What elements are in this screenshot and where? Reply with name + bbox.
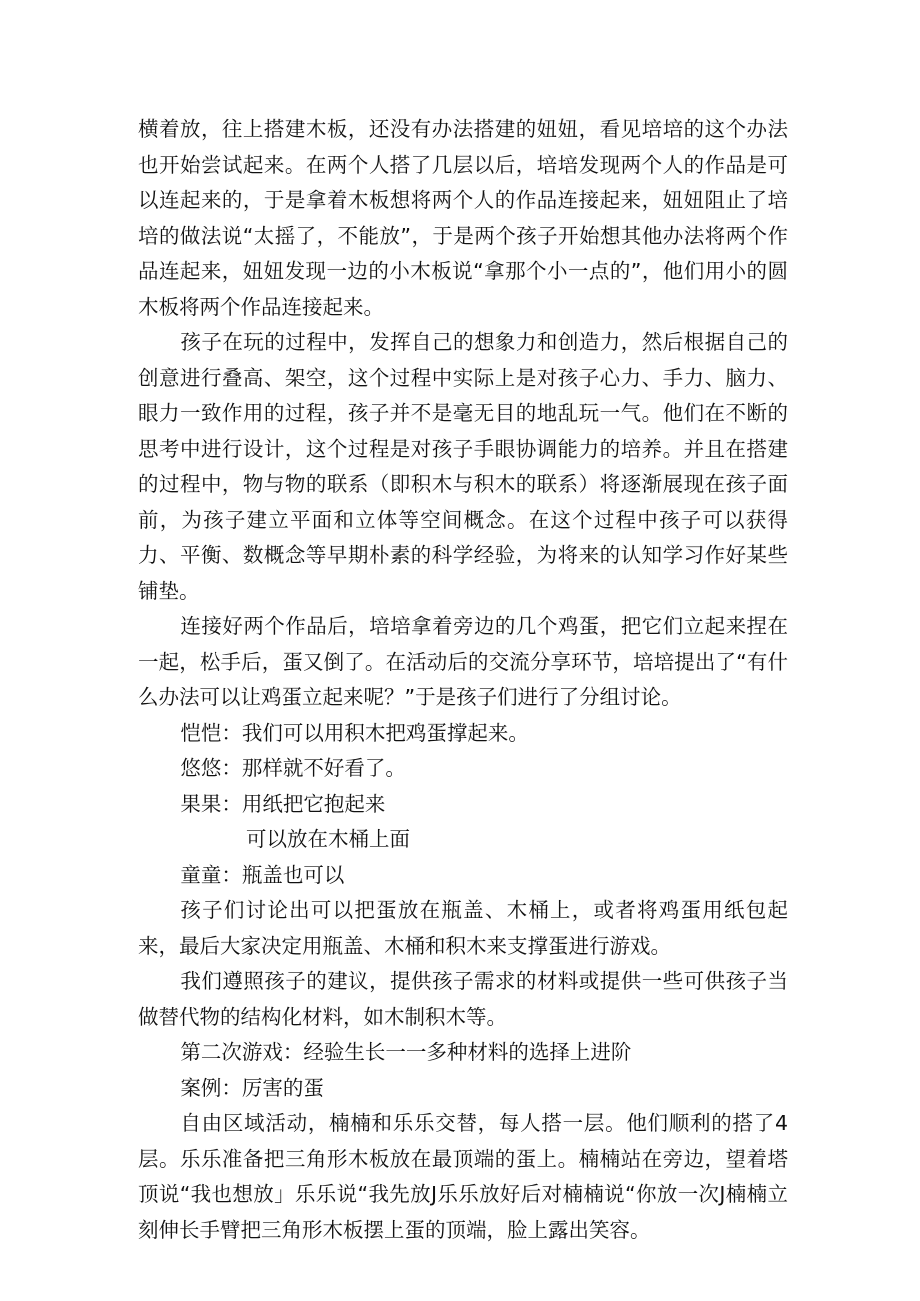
dialogue-youyou: 悠悠：那样就不好看了。 [180,756,406,780]
section-heading-second-game: 第二次游戏：经验生长一一多种材料的选择上进阶 [180,1040,632,1064]
paragraph-3: 连接好两个作品后，培培拿着旁边的几个鸡蛋，把它们立起来捏在一起，松手后，蛋又倒了。在活动后的交流分享环节，培培提出了“有什么办法可以让鸡蛋立起来呢？”于是孩子们进行了分组讨论。 [138,614,788,709]
dialogue-guoguo: 果果：用纸把它抱起来 [180,791,386,816]
paragraph-discussion-result: 孩子们讨论出可以把蛋放在瓶盖、木桶上，或者将鸡蛋用纸包起来，最后大家决定用瓶盖、木桶和积木来支撑蛋进行游戏。 [138,898,788,958]
paragraph-teacher-response: 我们遵照孩子的建议，提供孩子需求的材料或提供一些可供孩子当做替代物的结构化材料，如木制积木等。 [138,969,788,1029]
paragraph-2: 孩子在玩的过程中，发挥自己的想象力和创造力，然后根据自己的创意进行叠高、架空，这个过程中实际上是对孩子心力、手力、脑力、眼力一致作用的过程，孩子并不是毫无目的地乱玩一气。他们在不断的思考中进行设计，这个过程是对孩子手眼协调能力的培养。并且在搭建的过程中，物与物的联系（即积木与积木的联系）将逐渐展现在孩子面前，为孩子建立平面和立体等空间概念。在这个过程中孩子可以获得力、平衡、数概念等早期朴素的科学经验，为将来的认知学习作好某些铺垫。 [138,330,788,603]
paragraph-case-description: 自由区域活动，楠楠和乐乐交替，每人搭一层。他们顺利的搭了4层。乐乐准备把三角形木板放在最顶端的蛋上。楠楠站在旁边，望着塔顶说“我也想放」乐乐说“我先放J乐乐放好后对楠楠说“你放一次J楠楠立刻伸长手臂把三角形木板摆上蛋的顶端，脸上露出笑容。 [138,1111,788,1242]
dialogue-kaikai: 恺恺：我们可以用积木把鸡蛋撑起来。 [180,720,529,745]
case-title: 案例：厉害的蛋 [180,1075,324,1100]
dialogue-tongtong: 童童：瓶盖也可以 [180,862,345,887]
document-page [138,112,788,1248]
dialogue-guoguo-continued: 可以放在木桶上面 [246,827,410,851]
paragraph-1: 横着放，往上搭建木板，还没有办法搭建的妞妞，看见培培的这个办法也开始尝试起来。在两个人搭了几层以后，培培发现两个人的作品是可以连起来的，于是拿着木板想将两个人的作品连接起来，妞妞阻止了培培的做法说“太摇了，不能放”，于是两个孩子开始想其他办法将两个作品连起来，妞妞发现一边的小木板说“拿那个小一点的”，他们用小的圆木板将两个作品连接起来。 [138,117,788,319]
